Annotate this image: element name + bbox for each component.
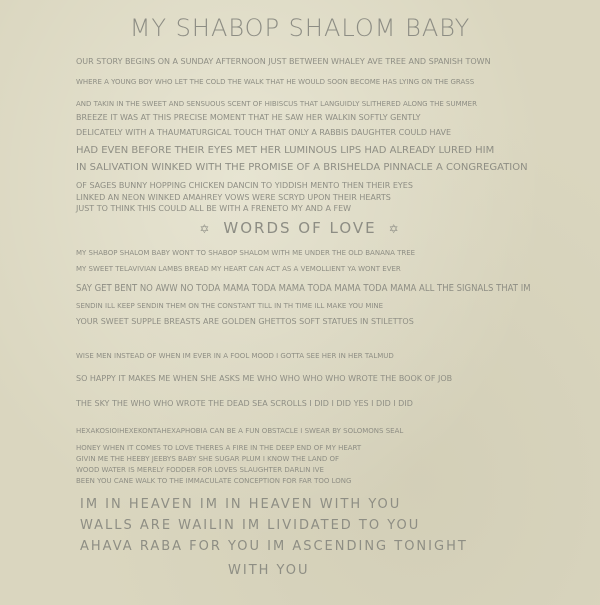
heading-text: WORDS OF LOVE <box>223 219 377 237</box>
star-of-david-icon: ✡ <box>199 222 212 236</box>
text-line: LINKED AN NEON WINKED AMAHREY VOWS WERE SCRYD UPON THEIR HEARTS <box>76 193 391 202</box>
text-line: MY SWEET TELAVIVIAN LAMBS BREAD MY HEART CAN ACT AS A VEMOLLIENT YA WONT EVER <box>76 265 401 273</box>
text-line: OF SAGES BUNNY HOPPING CHICKEN DANCIN TO YIDDISH MENTO THEN THEIR EYES <box>76 181 413 190</box>
text-line: HAD EVEN BEFORE THEIR EYES MET HER LUMINOUS LIPS HAD ALREADY LURED HIM <box>76 145 495 156</box>
closing-line: WALLS ARE WAILIN IM LIVIDATED TO YOU <box>80 518 421 533</box>
text-line: SAY GET BENT NO AWW NO TODA MAMA TODA MAMA TODA MAMA TODA MAMA ALL THE SIGNALS THAT IM <box>76 283 531 294</box>
text-line: IN SALIVATION WINKED WITH THE PROMISE OF A BRISHELDA PINNACLE A CONGREGATION <box>76 162 528 173</box>
text-line: JUST TO THINK THIS COULD ALL BE WITH A FRENETO MY AND A FEW <box>76 204 352 213</box>
text-line: YOUR SWEET SUPPLE BREASTS ARE GOLDEN GHETTOS SOFT STATUES IN STILETTOS <box>76 317 414 326</box>
text-line: AND TAKIN IN THE SWEET AND SENSUOUS SCENT OF HIBISCUS THAT LANGUIDLY SLITHERED ALONG THE SUMMER <box>76 100 477 108</box>
text-line: DELICATELY WITH A THAUMATURGICAL TOUCH THAT ONLY A RABBIS DAUGHTER COULD HAVE <box>76 128 452 137</box>
text-line: GIVIN ME THE HEEBY JEEBYS BABY SHE SUGAR PLUM I KNOW THE LAND OF <box>76 455 340 463</box>
closing-line: IM IN HEAVEN IM IN HEAVEN WITH YOU <box>80 497 402 512</box>
text-line: WISE MEN INSTEAD OF WHEN IM EVER IN A FOOL MOOD I GOTTA SEE HER IN HER TALMUD <box>76 352 394 360</box>
text-line: HONEY WHEN IT COMES TO LOVE THERES A FIRE IN THE DEEP END OF MY HEART <box>76 444 362 452</box>
closing-line: AHAVA RABA FOR YOU IM ASCENDING TONIGHT <box>80 539 468 554</box>
text-line: BEEN YOU CANE WALK TO THE IMMACULATE CONCEPTION FOR FAR TOO LONG <box>76 477 352 485</box>
text-line: MY SHABOP SHALOM BABY WONT TO SHABOP SHALOM WITH ME UNDER THE OLD BANANA TREE <box>76 249 416 257</box>
section-heading <box>0 219 600 237</box>
text-line: BREEZE IT WAS AT THIS PRECISE MOMENT THAT HE SAW HER WALKIN SOFTLY GENTLY <box>76 113 421 122</box>
text-line: WHERE A YOUNG BOY WHO LET THE COLD THE WALK THAT HE WOULD SOON BECOME HAS LYING ON THE GRASS <box>76 78 475 86</box>
text-line: OUR STORY BEGINS ON A SUNDAY AFTERNOON JUST BETWEEN WHALEY AVE TREE AND SPANISH TOWN <box>76 57 491 66</box>
text-line: SO HAPPY IT MAKES ME WHEN SHE ASKS ME WHO WHO WHO WHO WROTE THE BOOK OF JOB <box>76 374 453 383</box>
star-of-david-icon: ✡ <box>388 222 401 236</box>
text-line: WOOD WATER IS MERELY FODDER FOR LOVES SLAUGHTER DARLIN IVE <box>76 466 324 474</box>
page-title: MY SHABOP SHALOM BABY <box>129 14 471 42</box>
text-line: HEXAKOSIOIHEXEKONTAHEXAPHOBIA CAN BE A FUN OBSTACLE I SWEAR BY SOLOMONS SEAL <box>76 427 404 435</box>
text-line: THE SKY THE WHO WHO WROTE THE DEAD SEA SCROLLS I DID I DID YES I DID I DID <box>76 399 413 408</box>
text-line: SENDIN ILL KEEP SENDIN THEM ON THE CONSTANT TILL IN TH TIME ILL MAKE YOU MINE <box>76 302 384 310</box>
closing-line: WITH YOU <box>228 563 310 578</box>
